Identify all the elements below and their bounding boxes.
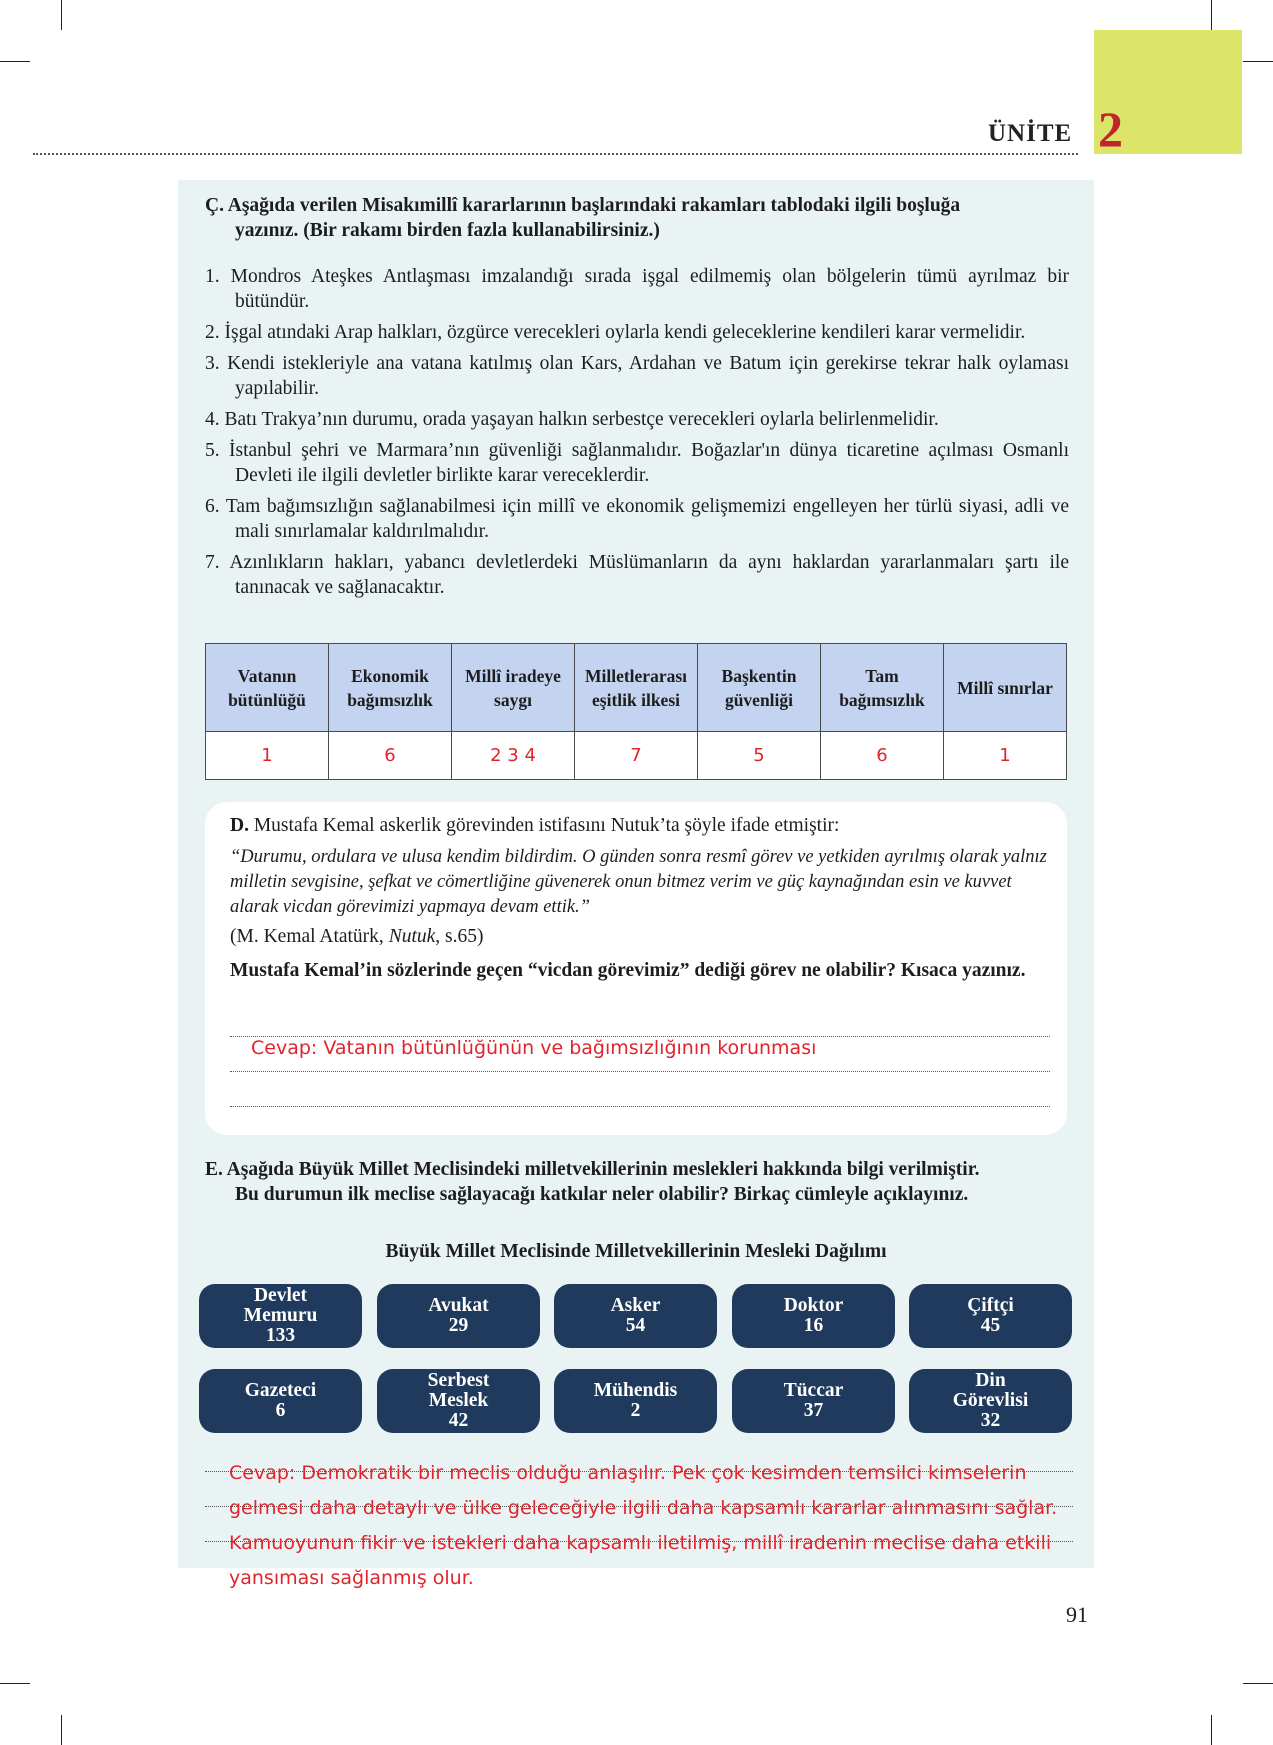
section-e-answer[interactable]: Cevap: Demokratik bir meclis olduğu anlaşılır. Pek çok kesimden temsilci kimselerin gelmesi daha detaylı ve ülke geleceğiyle ilgili daha kapsamlı kararlar alınmasını sağlar. Kamuoyunun fikir ve istekleri daha kapsamlı iletilmiş, millî iradenin meclise daha etkili yansıması sağlanmış olur.: [229, 1462, 1058, 1589]
crop-mark: [0, 1683, 30, 1684]
table-answer-row: [206, 732, 1067, 780]
header-divider: [33, 153, 1078, 155]
crop-mark: [61, 1715, 62, 1745]
profession-box-tuccar: [732, 1369, 895, 1433]
list-item: 1. Mondros Ateşkes Antlaşması imzalandığı sırada işgal edilmemiş olan bölgelerin tümü ayrılmaz bir bütündür.: [205, 266, 1069, 312]
list-item: 6. Tam bağımsızlığın sağlanabilmesi için millî ve ekonomik gelişmemizi engelleyen her türlü siyasi, adli ve mali sınırlamalar kaldırılmalıdır.: [205, 496, 1069, 542]
table-header: Tam bağımsızlık: [821, 644, 944, 732]
profession-count: 32: [980, 1410, 1001, 1431]
section-d-intro-text: Mustafa Kemal askerlik görevinden istifasını Nutuk’ta şöyle ifade etmiştir:: [253, 815, 840, 836]
section-d-intro: [230, 815, 839, 837]
profession-name: Görevlisi: [952, 1390, 1029, 1411]
answer-line: [230, 1106, 1050, 1107]
crop-mark: [1243, 1683, 1273, 1684]
page-number: 91: [1066, 1602, 1088, 1627]
answer-cell[interactable]: 1: [206, 732, 329, 780]
answer-cell[interactable]: 6: [821, 732, 944, 780]
profession-box-ciftci: [909, 1284, 1072, 1348]
profession-box-devlet-memuru: [199, 1284, 362, 1348]
section-e-title-line2: Bu durumun ilk meclise sağlayacağı katkılar neler olabilir? Birkaç cümleyle açıklayınız.: [235, 1184, 969, 1205]
table-header: Başkentin güvenliği: [698, 644, 821, 732]
profession-name: Gazeteci: [244, 1380, 317, 1401]
profession-name: Asker: [610, 1295, 661, 1316]
profession-count: 29: [448, 1315, 469, 1336]
section-d-label: D.: [230, 815, 249, 836]
principles-table: [205, 643, 1067, 780]
source-prefix: (M. Kemal Atatürk,: [230, 926, 389, 947]
profession-name: Memuru: [243, 1305, 318, 1326]
list-item: 7. Azınlıkların hakları, yabancı devletlerdeki Müslümanların da aynı haklardan yararlanmaları şartı ile tanınacak ve sağlanacaktır.: [205, 552, 1069, 598]
section-d-question: Mustafa Kemal’in sözlerinde geçen “vicdan görevimiz” dediği görev ne olabilir? Kısaca yazınız.: [230, 960, 1026, 981]
crop-mark: [0, 61, 30, 62]
profession-name: Serbest: [427, 1370, 490, 1391]
profession-count: 42: [448, 1410, 469, 1431]
unit-label: ÜNİTE: [988, 120, 1073, 147]
list-item: 2. İşgal atındaki Arap halkları, özgürce verecekleri oylarla kendi geleceklerine kendileri karar vermelidir.: [205, 322, 1026, 343]
table-header: Ekonomik bağımsızlık: [329, 644, 452, 732]
section-e-title: [205, 1157, 1073, 1207]
decisions-list: [205, 264, 1069, 606]
profession-box-gazeteci: [199, 1369, 362, 1433]
profession-name: Tüccar: [783, 1380, 844, 1401]
section-e-title-line1: E. Aşağıda Büyük Millet Meclisindeki milletvekillerinin meslekleri hakkında bilgi verilmiştir.: [205, 1159, 980, 1180]
answer-cell[interactable]: 7: [575, 732, 698, 780]
crop-mark: [61, 0, 62, 30]
profession-box-serbest-meslek: [377, 1369, 540, 1433]
answer-cell[interactable]: 6: [329, 732, 452, 780]
table-header: Vatanın bütünlüğü: [206, 644, 329, 732]
table-header: Milletlerarası eşitlik ilkesi: [575, 644, 698, 732]
section-c-title-line1: Ç. Aşağıda verilen Misakımillî kararlarının başlarındaki rakamları tablodaki ilgili boşluğa: [205, 195, 961, 216]
profession-count: 37: [803, 1400, 824, 1421]
profession-count: 2: [630, 1400, 641, 1421]
profession-box-muhendis: [554, 1369, 717, 1433]
table-header: Millî sınırlar: [944, 644, 1067, 732]
list-item: 3. Kendi istekleriyle ana vatana katılmış olan Kars, Ardahan ve Batum için gerekirse tekrar halk oylaması yapılabilir.: [205, 353, 1069, 399]
answer-cell[interactable]: 1: [944, 732, 1067, 780]
profession-name: Avukat: [428, 1295, 489, 1316]
profession-name: Mühendis: [593, 1380, 678, 1401]
profession-count: 6: [275, 1400, 286, 1421]
profession-box-doktor: [732, 1284, 895, 1348]
crop-mark: [1211, 0, 1212, 30]
source-title: Nutuk: [388, 926, 436, 947]
profession-name: Meslek: [428, 1390, 489, 1411]
profession-count: 54: [625, 1315, 646, 1336]
quote-source: [230, 926, 484, 948]
answer-cell[interactable]: 2 3 4: [452, 732, 575, 780]
list-item: 4. Batı Trakya’nın durumu, orada yaşayan halkın serbestçe verecekleri oylarla belirlenmelidir.: [205, 409, 939, 430]
profession-name: Doktor: [783, 1295, 844, 1316]
profession-chart-title: Büyük Millet Meclisinde Milletvekillerinin Mesleki Dağılımı: [385, 1241, 887, 1262]
profession-count: 16: [803, 1315, 824, 1336]
nutuk-quote: “Durumu, ordulara ve ulusa kendim bildirdim. O günden sonra resmî görev ve yetkiden ayrılmış olarak yalnız milletin sevgisine, şefkat ve cömertliğine güvenerek onun bitmez verim ve güç kaynağından esin ve kuvvet alarak vicdan görevimizi yapmaya devam ettik.”: [230, 847, 1047, 917]
section-c-title: [205, 193, 1073, 243]
list-item: 5. İstanbul şehri ve Marmara’nın güvenliği sağlanmalıdır. Boğazlar'ın dünya ticaretine açılması Osmanlı Devleti ile ilgili devletler birlikte karar vereceklerdir.: [205, 440, 1069, 486]
profession-box-asker: [554, 1284, 717, 1348]
table-header: Millî iradeye saygı: [452, 644, 575, 732]
profession-count: 45: [980, 1315, 1001, 1336]
profession-name: Din: [975, 1370, 1006, 1391]
profession-name: Devlet: [253, 1285, 308, 1306]
section-d-answer[interactable]: Cevap: Vatanın bütünlüğünün ve bağımsızlığının korunması: [251, 1037, 817, 1059]
answer-line: [230, 1071, 1050, 1072]
source-suffix: , s.65): [435, 926, 484, 947]
profession-count: 133: [265, 1325, 296, 1346]
profession-box-avukat: [377, 1284, 540, 1348]
profession-name: Çiftçi: [967, 1295, 1014, 1316]
table-header-row: [206, 644, 1067, 732]
crop-mark: [1243, 61, 1273, 62]
profession-box-din-gorevlisi: [909, 1369, 1072, 1433]
crop-mark: [1211, 1715, 1212, 1745]
section-c-title-line2: yazınız. (Bir rakamı birden fazla kullanabilirsiniz.): [235, 220, 660, 241]
unit-number: 2: [1098, 101, 1123, 157]
answer-cell[interactable]: 5: [698, 732, 821, 780]
